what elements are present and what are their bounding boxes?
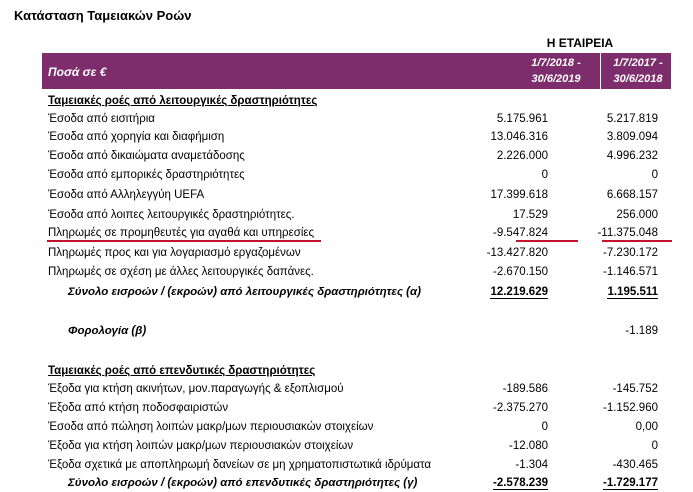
table-row (48, 186, 676, 204)
row-label: Έσοδα από εισιτήρια (48, 113, 155, 125)
table-row (48, 206, 676, 224)
table-row (48, 166, 676, 184)
row-value-2019: -2.375.270 (493, 402, 548, 414)
row-label: Πληρωμές σε σχέση με άλλες λειτουργικές δαπάνες. (48, 266, 314, 278)
row-value-2018: -7.230.172 (603, 247, 658, 259)
table-row (48, 437, 676, 455)
row-label: Έσοδα από εμπορικές δραστηριότητες (48, 169, 245, 181)
row-label: Έξοδα για κτήση ακινήτων, μον.παραγωγής & εξοπλισμού (48, 383, 344, 395)
row-value-2019: -9.547.824 (493, 227, 548, 239)
table-header (42, 53, 671, 89)
row-label: Έξοδα για κτήση λοιπών μακρ/μων περιουσιακών στοιχείων (48, 440, 354, 452)
row-value-2019: -189.586 (502, 383, 548, 395)
tax-row (48, 322, 676, 340)
row-label: Έξοδα σχετικά με αποπληρωμή δανείων σε μη χρηματοπιστωτικά ιδρύματα (48, 459, 432, 471)
period-2018-start: 1/7/2017 - (613, 57, 663, 69)
row-value-2019: -2.670.150 (493, 266, 548, 278)
row-value-2018: 0 (651, 440, 658, 452)
row-value-2018: -145.752 (612, 383, 658, 395)
investing-total-row (48, 474, 676, 492)
table-row (48, 110, 676, 128)
red-underline-2018 (602, 240, 672, 242)
row-value-2019: -13.427.820 (486, 247, 548, 259)
row-value-2018: -11.375.048 (597, 227, 658, 239)
table-row (48, 418, 676, 436)
row-value-2018: 5.217.819 (606, 113, 658, 125)
row-label: Έσοδα από λοιπες λειτουργικές δραστηριότητες. (48, 209, 295, 221)
row-label: Πληρωμές προς και για λογαριασμό εργαζομένων (48, 247, 301, 259)
period-2019-end: 30/6/2019 (531, 73, 581, 85)
table-row (48, 399, 676, 417)
period-2018-end: 30/6/2018 (613, 73, 663, 85)
row-value-2019: 17.399.618 (490, 189, 548, 201)
total-value-2018: -1.729.177 (603, 477, 658, 489)
row-label: Έσοδα από χορηγία και διαφήμιση (48, 131, 225, 143)
row-value-2019: -1.304 (515, 459, 548, 471)
row-value-2018: 3.809.094 (606, 131, 658, 143)
total-value-2019: -2.578.239 (493, 477, 548, 489)
total-label: Σύνολο εισροών / (εκροών) από λειτουργικές δραστηριότητες (α) (68, 286, 421, 298)
total-value-2019: 12.219.629 (490, 286, 548, 298)
investing-heading (48, 362, 676, 380)
company-header: Η ΕΤΑΙΡΕΙΑ (546, 36, 614, 50)
investing-heading-label: Ταμειακές ροές από επενδυτικές δραστηριότητες (48, 365, 316, 377)
table-row (48, 244, 676, 262)
amounts-label: Ποσά σε € (48, 65, 107, 79)
table-row (48, 456, 676, 474)
period-2019-start: 1/7/2018 - (531, 57, 581, 69)
tax-label: Φορολογία (β) (68, 325, 147, 337)
row-value-2019: 0 (541, 421, 548, 433)
period-2018-header (600, 55, 676, 87)
operating-heading (48, 92, 676, 110)
table-row (48, 128, 676, 146)
row-label: Έσοδα από Αλληλεγγύη UEFA (48, 189, 205, 201)
table-row (48, 147, 676, 165)
row-value-2018: 6.668.157 (606, 189, 658, 201)
table-row (48, 380, 676, 398)
row-label: Έξοδα από κτήση ποδοσφαιριστών (48, 402, 229, 414)
red-underline-2019 (516, 240, 578, 242)
row-label: Έσοδα από δικαιώματα αναμετάδοσης (48, 150, 245, 162)
total-value-2018: 1.195.511 (607, 286, 658, 298)
row-label: Πληρωμές σε προμηθευτές για αγαθά και υπηρεσίες (48, 227, 315, 239)
operating-heading-label: Ταμειακές ροές από λειτουργικές δραστηριότητες (48, 95, 318, 107)
total-label: Σύνολο εισροών / (εκροών) από επενδυτικές δραστηριότητες (γ) (68, 477, 418, 489)
row-value-2018: 0,00 (635, 421, 658, 433)
tax-value-2018: -1.189 (625, 325, 658, 337)
row-value-2018: 4.996.232 (606, 150, 658, 162)
row-value-2018: 0 (651, 169, 658, 181)
operating-total-row (48, 283, 676, 301)
period-2019-header (518, 55, 594, 87)
red-underline-label (47, 240, 321, 242)
row-value-2019: -12.080 (508, 440, 548, 452)
row-label: Έσοδα από πώληση λοιπών μακρ/μων περιουσιακών στοιχείων (48, 421, 374, 433)
page-title: Κατάσταση Ταμειακών Ροών (14, 8, 192, 23)
row-value-2018: -430.465 (612, 459, 658, 471)
row-value-2018: -1.152.960 (603, 402, 658, 414)
row-value-2019: 13.046.316 (490, 131, 548, 143)
row-value-2019: 2.226.000 (496, 150, 548, 162)
row-value-2019: 5.175.961 (496, 113, 548, 125)
row-value-2018: -1.146.571 (603, 266, 658, 278)
row-value-2019: 0 (541, 169, 548, 181)
row-value-2018: 256.000 (616, 209, 658, 221)
table-row (48, 263, 676, 281)
row-value-2019: 17.529 (512, 209, 548, 221)
